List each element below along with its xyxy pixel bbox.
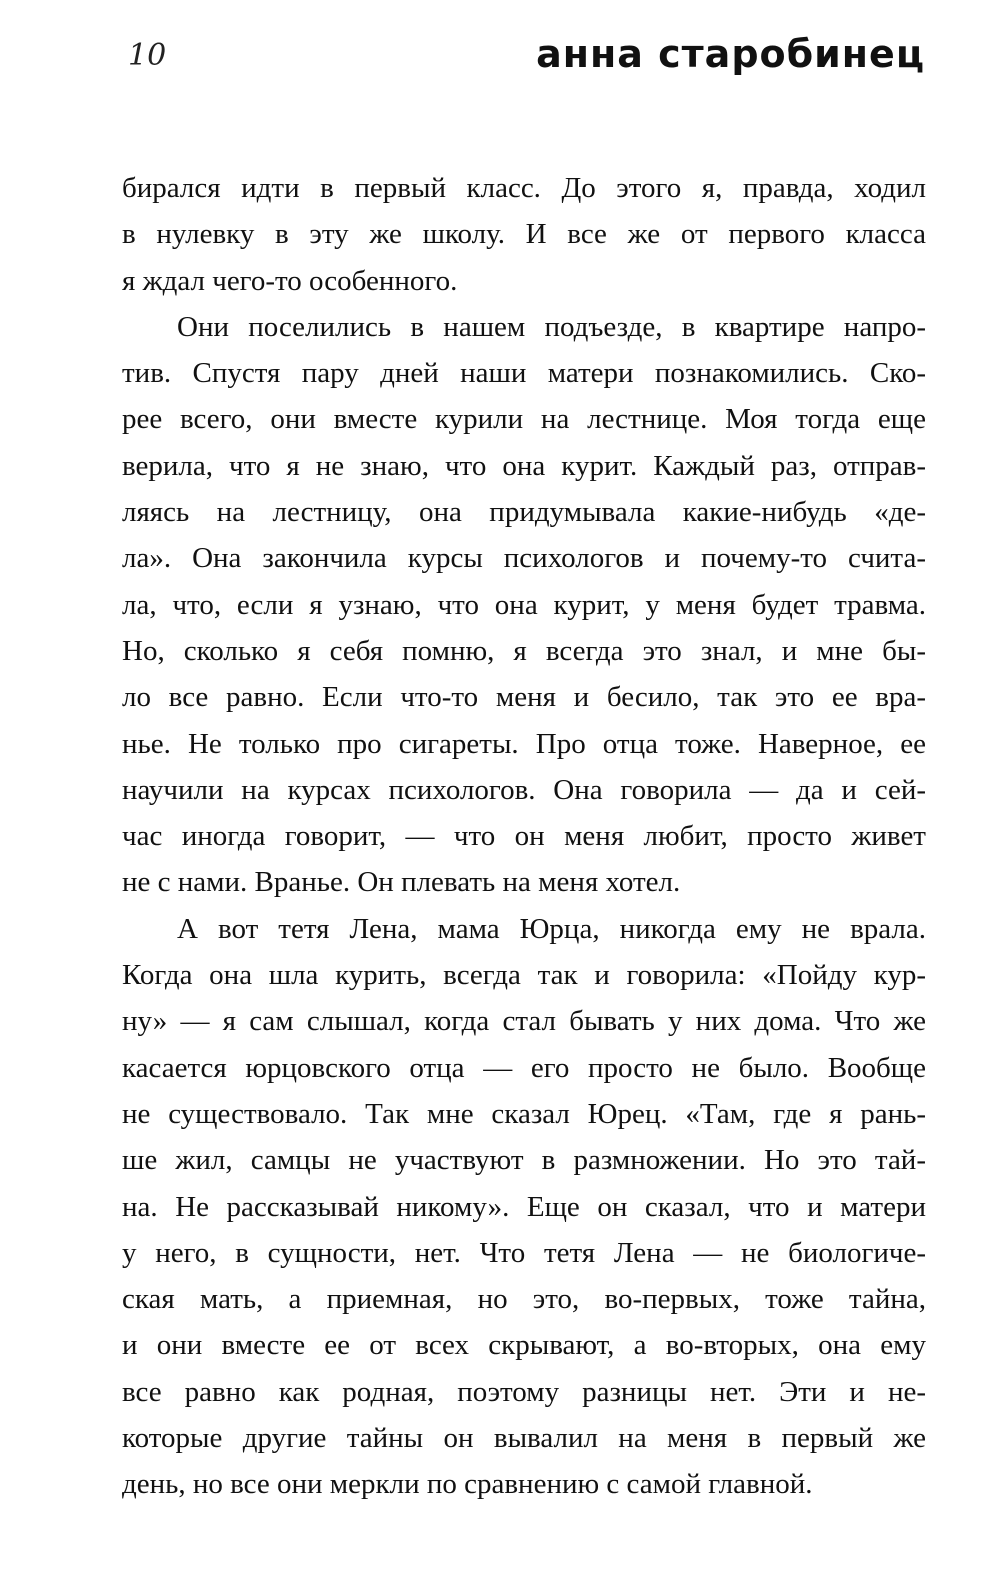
text-line: я ждал чего-то особенного. — [122, 264, 458, 297]
text-line: ла». Она закончила курсы психологов и почему-то счита- — [122, 542, 926, 575]
text-line: день, но все они меркли по сравнению с самой главной. — [122, 1468, 813, 1501]
paragraph-1 — [122, 165, 926, 304]
text-line: все равно как родная, поэтому разницы нет. Эти и не- — [122, 1375, 926, 1408]
text-line: Когда она шла курить, всегда так и говорила: «Пойду кур- — [122, 959, 926, 992]
paragraph-3 — [122, 906, 926, 1508]
text-line: касается юрцовского отца — его просто не было. Вообще — [122, 1051, 926, 1084]
text-line: рее всего, они вместе курили на лестнице. Моя тогда еще — [122, 403, 926, 436]
text-line: в нулевку в эту же школу. И все же от первого класса — [122, 218, 926, 251]
text-line: не существовало. Так мне сказал Юрец. «Там, где я рань- — [122, 1097, 926, 1130]
text-line: ляясь на лестницу, она придумывала какие-нибудь «де- — [122, 496, 926, 529]
text-line: час иногда говорит, — что он меня любит, просто живет — [122, 820, 926, 853]
text-line: Они поселились в нашем подъезде, в квартире напро- — [177, 310, 926, 343]
text-line: ну» — я сам слышал, когда стал бывать у них дома. Что же — [122, 1005, 926, 1038]
text-line: нье. Не только про сигареты. Про отца тоже. Наверное, ее — [122, 727, 926, 760]
text-line: на. Не рассказывай никому». Еще он сказал, что и матери — [122, 1190, 926, 1223]
text-line: и они вместе ее от всех скрывают, а во-вторых, она ему — [122, 1329, 926, 1362]
text-line: ла, что, если я узнаю, что она курит, у меня будет травма. — [122, 588, 926, 621]
text-line: верила, что я не знаю, что она курит. Каждый раз, отправ- — [122, 449, 926, 482]
running-head-author: анна старобинец — [536, 32, 925, 76]
body-text — [122, 165, 926, 1508]
text-line: бирался идти в первый класс. До этого я, правда, ходил — [122, 172, 926, 204]
text-line: ло все равно. Если что-то меня и бесило, так это ее вра- — [122, 681, 926, 714]
text-line: А вот тетя Лена, мама Юрца, никогда ему не врала. — [177, 912, 926, 945]
page-number: 10 — [128, 38, 167, 73]
text-line: Но, сколько я себя помню, я всегда это знал, и мне бы- — [122, 634, 926, 667]
text-line: не с нами. Вранье. Он плевать на меня хотел. — [122, 866, 681, 899]
text-line: ше жил, самцы не участвуют в размножении. Но это тай- — [122, 1144, 926, 1177]
paragraph-2 — [122, 304, 926, 906]
text-line: ская мать, а приемная, но это, во-первых, тоже тайна, — [122, 1283, 926, 1316]
text-line: научили на курсах психологов. Она говорила — да и сей- — [122, 773, 926, 806]
text-line: у него, в сущности, нет. Что тетя Лена — не биологиче- — [122, 1236, 926, 1269]
text-line: тив. Спустя пару дней наши матери познакомились. Ско- — [122, 357, 926, 390]
text-line: которые другие тайны он вывалил на меня в первый же — [122, 1422, 926, 1455]
